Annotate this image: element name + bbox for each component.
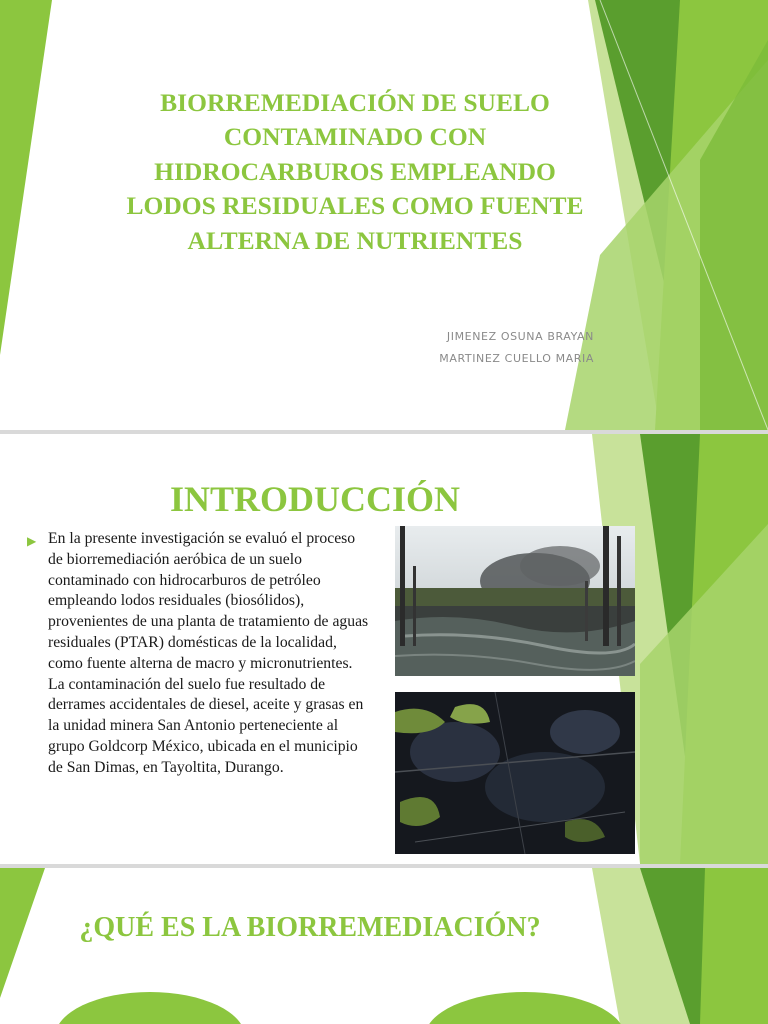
section-heading: ¿QUÉ ES LA BIORREMEDIACIÓN?: [79, 912, 541, 943]
contaminated-site-photo: [395, 526, 635, 676]
what-is-bioremediation-slide: [0, 868, 768, 1024]
triangle-bullet-icon: ▶: [27, 534, 37, 548]
presentation-title: BIORREMEDIACIÓN DE SUELO CONTAMINADO CON HIDROCARBUROS EMPLEANDO LODOS RESIDUALES COMO FUENTE ALTERNA DE NUTRIENTES: [126, 88, 584, 255]
title-slide: [0, 0, 768, 430]
oil-spill-photo: [395, 692, 635, 854]
author-2: MARTINEZ CUELLO MARIA: [439, 352, 594, 365]
intro-paragraph: En la presente investigación se evaluó el proceso de biorremediación aeróbica de un suelo contaminado con hidrocarburos de petróleo empleando lodos residuales (biosólidos), provenientes de una planta de tratamiento de aguas residuales (PTAR) domésticas de la localidad, como fuente alterna de macro y micronutrientes. La contaminación del suelo fue resultado de derrames accidentales de diesel, aceite y grasas en la unidad minera San Antonio perteneciente al grupo Goldcorp México, ubicada en el municipio de San Dimas, en Tayoltita, Durango.: [48, 530, 369, 776]
section-heading: INTRODUCCIÓN: [169, 479, 461, 519]
introduction-slide: [0, 434, 768, 864]
authors-block: [439, 326, 594, 370]
author-1: JIMENEZ OSUNA BRAYAN: [446, 330, 594, 343]
